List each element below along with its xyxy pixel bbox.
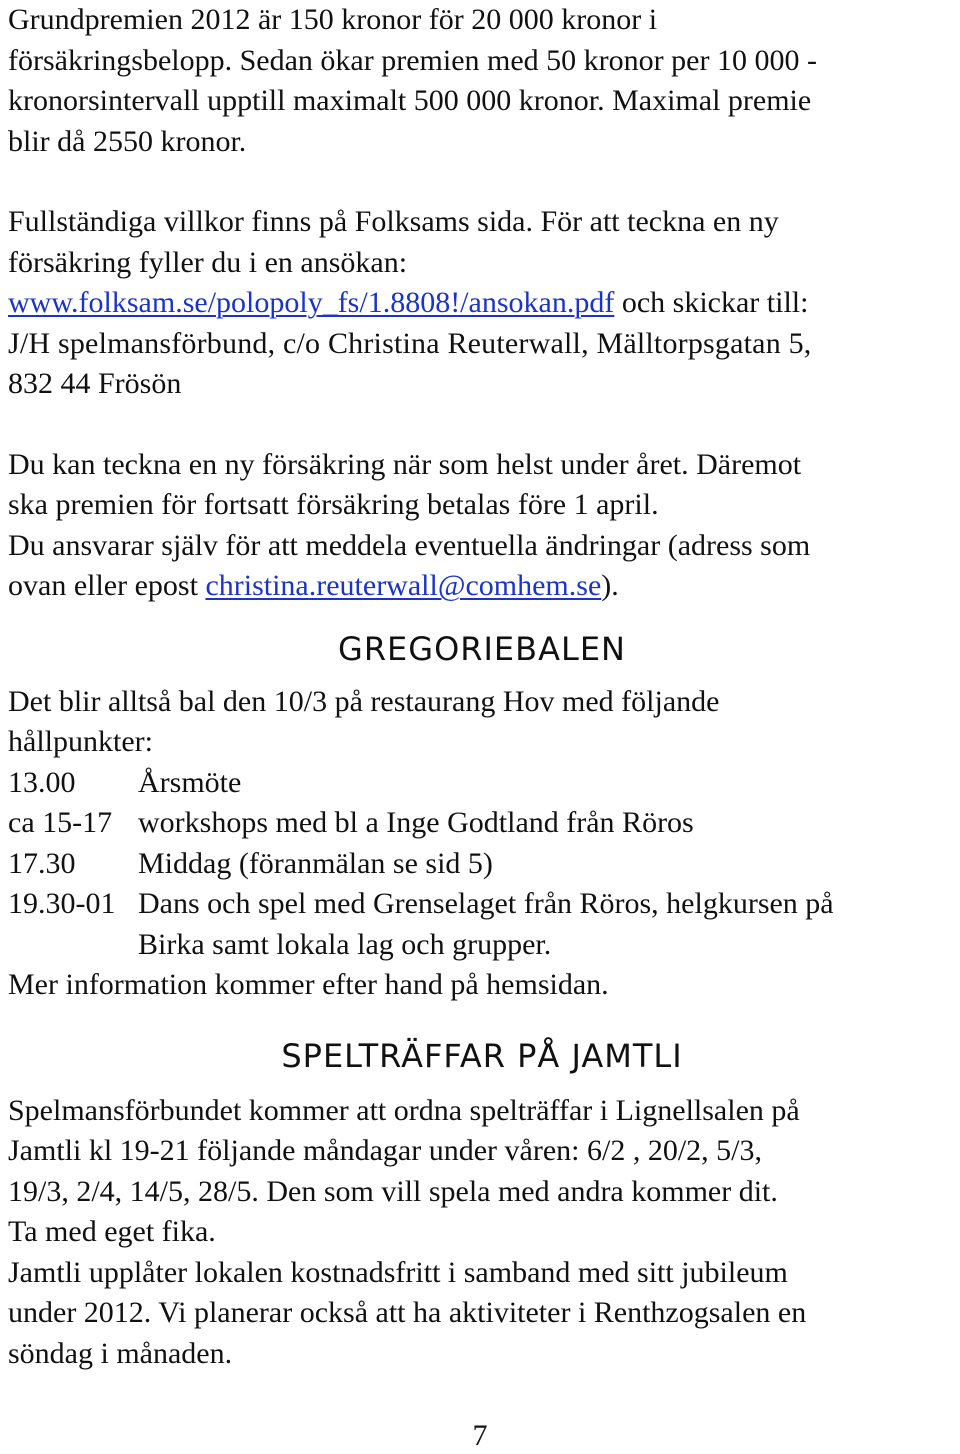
text-line: Ta med eget fika. [8, 1215, 216, 1248]
text-line: 19/3, 2/4, 14/5, 28/5. Den som vill spela med andra kommer dit. [8, 1174, 778, 1208]
schedule-activity: Årsmöte [138, 765, 242, 799]
more-info-line: Mer information kommer efter hand på hemsidan. [8, 968, 609, 1001]
renewal-paragraph [8, 445, 956, 607]
text-before-email: ovan eller epost [8, 569, 206, 602]
spacer [8, 162, 956, 202]
document-page [8, 0, 956, 1374]
text-line: Du kan teckna en ny försäkring när som helst under året. Däremot [8, 447, 802, 481]
text-line-with-link [8, 283, 956, 324]
text-line: Det blir alltså bal den 10/3 på restaurang Hov med följande [8, 684, 720, 718]
schedule-row-continuation [8, 925, 956, 966]
schedule-activity-continuation: Birka samt lokala lag och grupper. [138, 927, 552, 961]
text-line: blir då 2550 kronor. [8, 124, 247, 158]
event-schedule [8, 763, 956, 966]
schedule-activity: workshops med bl a Inge Godtland från Röros [138, 806, 694, 839]
schedule-time-empty [8, 925, 138, 966]
schedule-row [8, 803, 956, 844]
speltraffar-section [8, 1091, 956, 1375]
page-number: 7 [472, 1419, 488, 1452]
schedule-activity: Middag (föranmälan se sid 5) [138, 846, 493, 880]
conditions-paragraph [8, 202, 956, 405]
folksam-application-link[interactable]: www.folksam.se/polopoly_fs/1.8808!/ansokan.pdf [8, 286, 615, 319]
spacer [8, 669, 956, 682]
text-line: Grundpremien 2012 är 150 kronor för 20 000 kronor i [8, 3, 658, 36]
text-after-link: och skickar till: [614, 286, 809, 319]
schedule-row [8, 763, 956, 804]
postal-address-line: 832 44 Frösön [8, 367, 182, 400]
text-line-with-email [8, 566, 956, 607]
text-line: Du ansvarar själv för att meddela eventuella ändringar (adress som [8, 528, 811, 562]
text-line: Fullständiga villkor finns på Folksams sida. För att teckna en ny [8, 205, 779, 238]
text-line: hållpunkter: [8, 725, 153, 758]
insurance-premium-paragraph [8, 0, 956, 162]
schedule-activity: Dans och spel med Grenselaget från Röros, helgkursen på [138, 887, 834, 920]
text-line: söndag i månaden. [8, 1336, 233, 1370]
text-line: kronorsintervall upptill maximalt 500 000 kronor. Maximal premie [8, 84, 812, 117]
section-heading-gregoriebalen: GREGORIEBALEN [338, 629, 626, 668]
schedule-time: 19.30-01 [8, 887, 116, 920]
text-line: Jamtli kl 19-21 följande måndagar under våren: 6/2 , 20/2, 5/3, [8, 1134, 762, 1167]
schedule-row [8, 844, 956, 885]
spacer [8, 1006, 956, 1036]
email-link[interactable]: christina.reuterwall@comhem.se [205, 569, 602, 602]
text-line: under 2012. Vi planerar också att ha aktiviteter i Renthzogsalen en [8, 1296, 807, 1329]
section-heading-speltraffar: SPELTRÄFFAR PÅ JAMTLI [281, 1036, 683, 1075]
text-line: Jamtli upplåter lokalen kostnadsfritt i samband med sitt jubileum [8, 1255, 788, 1289]
text-line: ska premien för fortsatt försäkring betalas före 1 april. [8, 488, 659, 521]
text-line: försäkring fyller du i en ansökan: [8, 245, 408, 279]
address-line: J/H spelmansförbund, c/o Christina Reuterwall, Mälltorpsgatan 5, [8, 326, 812, 360]
schedule-time: ca 15-17 [8, 806, 113, 839]
text-line: försäkringsbelopp. Sedan ökar premien med 50 kronor per 10 000 - [8, 43, 817, 77]
schedule-time: 17.30 [8, 846, 76, 880]
text-after-email: ). [601, 569, 619, 602]
text-line: Spelmansförbundet kommer att ordna spelträffar i Lignellsalen på [8, 1093, 800, 1127]
schedule-time: 13.00 [8, 765, 76, 799]
spacer [8, 1076, 956, 1091]
gregoriebalen-section [8, 682, 956, 1006]
schedule-row [8, 884, 956, 925]
spacer [8, 607, 956, 629]
spacer [8, 405, 956, 445]
